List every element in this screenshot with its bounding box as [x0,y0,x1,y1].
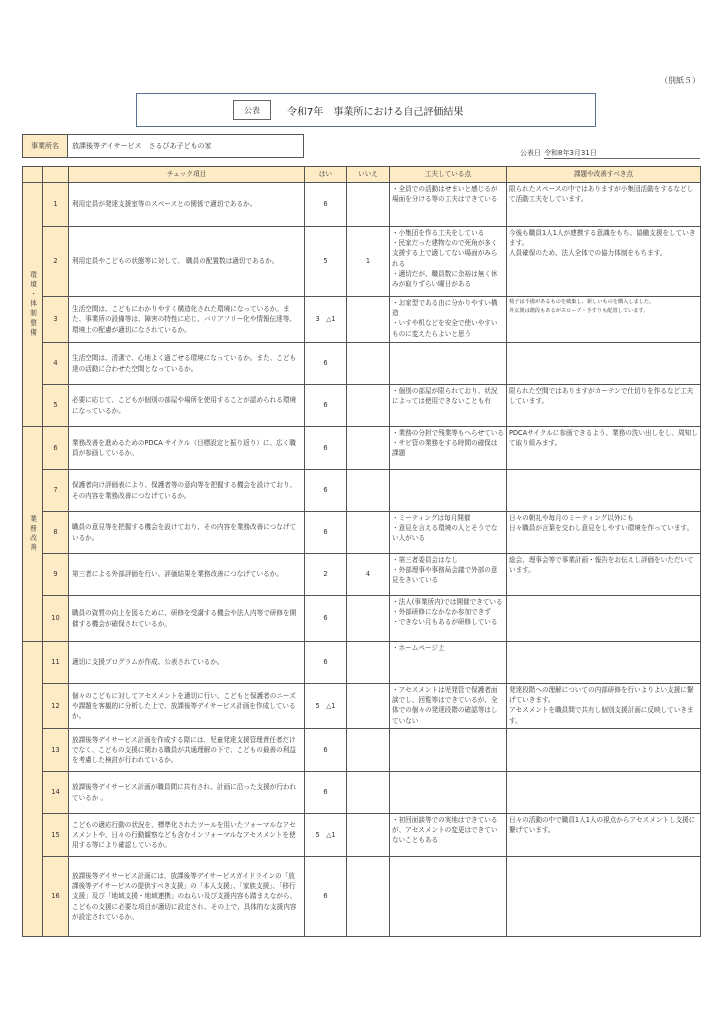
yes-count: 2 [305,554,347,596]
issues-text [507,343,701,385]
table-row [23,297,701,343]
efforts-text [390,729,507,772]
table-row [23,470,701,512]
table-row [23,427,701,470]
check-item-text: 業務改善を進めるためのPDCA サイクル（目標設定と振り返り）に、広く職員が参画しているか。 [69,427,305,470]
issues-text: 総会、理事会等で事業計画・報告をお伝えし評価をいただいています。 [507,554,701,596]
efforts-text: ・個別の部屋が限られており、状況によっては使用できないことも有 [390,385,507,427]
table-row [23,814,701,857]
no-count [347,343,390,385]
check-item-text: こどもの適応行動の状況を、標準化されたツールを用いたフォーマルなアセスメントや、日々の行動観察なども含むインフォーマルなアセスメントを使用する等により確認しているか。 [69,814,305,857]
row-number: 9 [43,554,69,596]
yes-count: 6 [305,772,347,814]
row-number: 1 [43,183,69,227]
yes-count: 6 [305,470,347,512]
title-box [136,93,596,127]
issues-text: 椅子は不備があるものを破棄し、新しいものを購入しました。 外玄関は階段もあるがスロープ・手すりも配置しています。 [507,297,701,343]
row-number: 10 [43,596,69,642]
publication-date: 令和8年3月31日 [544,149,597,157]
table-row [23,227,701,297]
no-count: 4 [347,554,390,596]
row-number: 3 [43,297,69,343]
header-category [23,167,43,183]
efforts-text: ・法人(事業所内)では開催できている ・外部研修になかなか参加できず ・できない月もあるが研修している [390,596,507,642]
check-item-text: 放課後等デイサービス計画には、放課後等デイサービスガイドラインの「放課後等デイサービスの提供すべき支援」の「本人支援」、「家族支援」、「移行支援」及び「地域支援・地域連携」のねらい及び支援内容も踏まえながら、こどもの支援に必要な項目が適切に設定され、その上で、具体的な支援内容が設定されているか。 [69,857,305,937]
publication-date-label: 公表日 [520,149,541,157]
category-label: 環境・体制整備 [23,183,43,427]
category-label: 業務改善 [23,427,43,642]
efforts-text: ・お家型である由に分かりやすい構造 ・いすや机などを安全で使いやすいものに変えたらよいと思う [390,297,507,343]
check-item-text: 放課後等デイサービス計画が職員間に共有され、計画に沿った支援が行われているか 。 [69,772,305,814]
publication-date-underline [544,158,700,159]
table-row [23,642,701,684]
yes-count: 6 [305,183,347,227]
row-number: 5 [43,385,69,427]
category-label [23,642,43,937]
table-row [23,684,701,729]
page-title: 令和7年 事業所における自己評価結果 [287,107,464,118]
no-count [347,729,390,772]
check-item-text: 職員の資質の向上を図るために、研修を受講する機会や法人内等で研修を開催する機会が確保されているか。 [69,596,305,642]
header-check-item: チェック項目 [69,167,305,183]
issues-text [507,772,701,814]
table-row [23,596,701,642]
row-number: 2 [43,227,69,297]
issues-text [507,729,701,772]
efforts-text [390,343,507,385]
header-efforts: 工夫している点 [390,167,507,183]
table-row [23,183,701,227]
check-item-text: 適切に支援プログラムが作成、公表されているか。 [69,642,305,684]
header-number [43,167,69,183]
issues-text [507,596,701,642]
yes-count: 5 △1 [305,684,347,729]
yes-count: 5 △1 [305,814,347,857]
row-number: 4 [43,343,69,385]
yes-count: 6 [305,512,347,554]
yes-count: 3 △1 [305,297,347,343]
no-count [347,642,390,684]
check-item-text: 利用定員が発達支援室等のスペースとの関係で適切であるか。 [69,183,305,227]
issues-text [507,470,701,512]
office-name-value: 放課後等デイサービス さるびあ子どもの家 [68,134,304,158]
no-count [347,470,390,512]
no-count [347,297,390,343]
efforts-text: ・第三者委員会はなし ・外部理事や事務局会議で外部の意見をきいている [390,554,507,596]
efforts-text: ・ミーティングは毎月開催 ・意見を言える環境の人とそうでない人がいる [390,512,507,554]
check-item-text: 職員の意見等を把握する機会を設けており、その内容を業務改善につなげているか。 [69,512,305,554]
yes-count: 6 [305,385,347,427]
public-tag: 公表 [233,100,271,120]
annex-label: （別紙５） [660,76,700,85]
table-row [23,857,701,937]
table-row [23,343,701,385]
yes-count: 6 [305,642,347,684]
check-item-text: 生活空間は、清潔で、心地よく過ごせる環境になっているか。また、こども達の活動に合わせた空間となっているか。 [69,343,305,385]
no-count [347,427,390,470]
efforts-text: ・全員での活動はせまいと感じるが場面を分ける等の工夫はできている [390,183,507,227]
issues-text: 今後も職員1人1人が連携する意識をもち、協働支援をしていきます。 人員確保のため、法人全体での協力体制をもちます。 [507,227,701,297]
yes-count: 6 [305,729,347,772]
efforts-text: ・ホームページ上 [390,642,507,684]
no-count [347,857,390,937]
header-yes: はい [305,167,347,183]
row-number: 11 [43,642,69,684]
no-count [347,512,390,554]
check-item-text: 利用定員やこどもの状態等に対して、 職員の配置数は適切であるか。 [69,227,305,297]
yes-count: 6 [305,857,347,937]
header-issues: 課題や改善すべき点 [507,167,701,183]
row-number: 14 [43,772,69,814]
yes-count: 6 [305,427,347,470]
efforts-text [390,857,507,937]
issues-text: 日々の朝礼や毎月のミーティング以外にも 日々職員が言葉を交わし意見をしやすい環境を作っています。 [507,512,701,554]
check-item-text: 保護者向け評価表により、保護者等の意向等を把握する機会を設けており、その内容を業務改善につなげているか。 [69,470,305,512]
check-item-text: 第三者による外部評価を行い、評価結果を業務改善につなげているか。 [69,554,305,596]
row-number: 12 [43,684,69,729]
check-item-text: 放課後等デイサービス計画を作成する際には、児童発達支援管理責任者だけでなく、こどもの支援に関わる職員が共通理解の下で、こどもの最善の利益を考慮した検討が行われているか。 [69,729,305,772]
header-no: いいえ [347,167,390,183]
no-count [347,183,390,227]
efforts-text [390,470,507,512]
no-count [347,596,390,642]
efforts-text: ・業務の分担で残業等もへらせている ・サビ管の業務をする時間の確保は課題 [390,427,507,470]
issues-text [507,642,701,684]
office-name-label: 事業所名 [22,134,68,158]
table-row [23,512,701,554]
no-count [347,772,390,814]
check-item-text: 個々のこどもに対してアセスメントを適切に行い、こどもと保護者のニーズや課題を客観的に分析した上で、放課後等デイサービス計画を作成しているか。 [69,684,305,729]
efforts-text: ・初回面談等での実地はできているが、アセスメントの変更はできていないこともある [390,814,507,857]
table-row [23,772,701,814]
efforts-text: ・アセスメントは児発管で保護者面談でし、回覧等はできているが、全体での個々の発達段階の確認等はしていない [390,684,507,729]
no-count [347,814,390,857]
row-number: 6 [43,427,69,470]
yes-count: 5 [305,227,347,297]
no-count [347,385,390,427]
issues-text: 日々の活動の中で職員1人1人の視点からアセスメントし支援に繋げています。 [507,814,701,857]
check-item-text: 生活空間は、こどもにわかりやすく構造化された環境になっているか。また、事業所の設備等は、障害の特性に応じ、バリアフリー化や情報伝達等、環境上の配慮が適切になされているか。 [69,297,305,343]
row-number: 13 [43,729,69,772]
self-evaluation-table [22,166,701,937]
check-item-text: 必要に応じて、こどもが個別の部屋や場所を使用することが認められる環境になっているか。 [69,385,305,427]
table-header-row [23,167,701,183]
issues-text: PDCAサイクルに参画できるよう、業務の洗い出しをし、周知して取り組みます。 [507,427,701,470]
no-count: 1 [347,227,390,297]
row-number: 8 [43,512,69,554]
row-number: 16 [43,857,69,937]
table-row [23,729,701,772]
row-number: 15 [43,814,69,857]
issues-text [507,857,701,937]
issues-text: 限られた空間ではありますがカーテンで仕切りを作るなど工夫しています。 [507,385,701,427]
efforts-text: ・小集団を作る工夫をしている ・民家だった建物なので死角が多く支援する上で適してない場面がみられる ・適切だが、職員数に余裕は無く休みが取りずらい曜日がある [390,227,507,297]
no-count [347,684,390,729]
table-row [23,554,701,596]
efforts-text [390,772,507,814]
issues-text: 限られたスペースの中ではありますが小集団活動をするなどして活動工夫をしています。 [507,183,701,227]
table-body [23,183,701,937]
yes-count: 6 [305,596,347,642]
table-row [23,385,701,427]
issues-text: 発達段階への理解についての内部研修を行いよりよい支援に繋げていきます。 アセスメントを職員間で共有し個別支援計画に反映していきます。 [507,684,701,729]
row-number: 7 [43,470,69,512]
yes-count: 6 [305,343,347,385]
